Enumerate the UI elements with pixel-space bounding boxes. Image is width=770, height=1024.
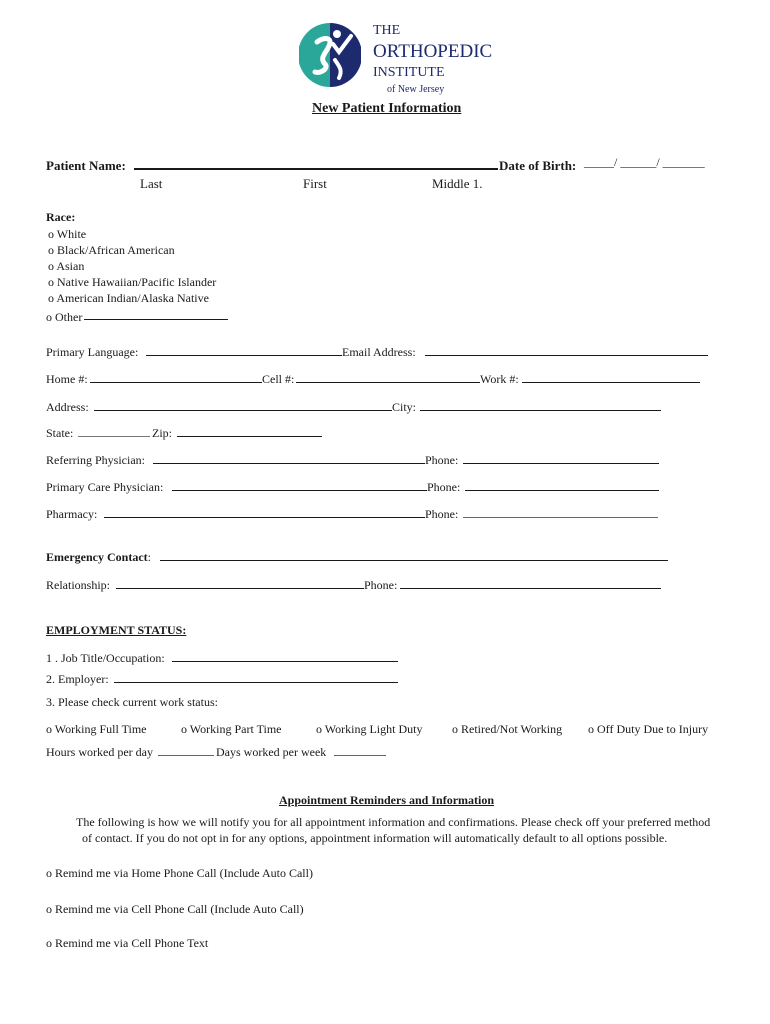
logo-line-the: THE [373,23,401,38]
primary-language-label: Primary Language: [46,345,139,359]
dob-field[interactable]: _____/ ______/ _______ [584,155,705,169]
pharmacy-field[interactable] [104,517,425,518]
emergency-contact-label [46,550,151,565]
address-label: Address: [46,400,89,414]
city-label: City: [392,400,417,414]
cell-phone-field[interactable] [296,382,480,383]
status-full-time[interactable]: o Working Full Time [46,722,147,736]
race-option-black[interactable]: o Black/African American [48,243,175,257]
status-part-time[interactable]: o Working Part Time [181,722,282,736]
patient-name-label: Patient Name: [46,158,126,173]
remind-cell-call[interactable]: o Remind me via Cell Phone Call (Include Auto Call) [46,902,304,916]
employment-heading: EMPLOYMENT STATUS: [46,623,187,637]
primary-care-phone-field[interactable] [465,490,659,491]
relationship-label: Relationship: [46,578,110,592]
work-status-label: 3. Please check current work status: [46,695,218,709]
primary-care-field[interactable] [172,490,427,491]
zip-label: Zip: [152,426,172,440]
runner-logo-icon [299,22,361,88]
hours-per-day-field[interactable] [158,755,214,756]
referring-physician-label: Referring Physician: [46,453,145,467]
home-phone-label: Home #: [46,372,88,386]
pharmacy-phone-field[interactable] [463,517,658,518]
work-phone-label: Work #: [480,372,519,386]
race-option-other[interactable]: o Other [46,310,83,324]
zip-field[interactable] [177,436,322,437]
city-field[interactable] [420,410,661,411]
job-title-field[interactable] [172,661,398,662]
emergency-contact-text: Emergency Contact [46,550,148,564]
patient-name-field[interactable] [134,168,498,170]
logo-line-institute: INSTITUTE [373,65,445,80]
primary-care-label: Primary Care Physician: [46,480,164,494]
race-option-american-indian[interactable]: o American Indian/Alaska Native [48,291,209,305]
emergency-colon: : [147,550,151,564]
email-field[interactable] [425,355,708,356]
logo-line-nj: of New Jersey [387,84,445,95]
cell-phone-label: Cell #: [262,372,295,386]
race-option-white[interactable]: o White [48,227,87,241]
relationship-phone-label: Phone: [364,578,398,592]
remind-cell-text[interactable]: o Remind me via Cell Phone Text [46,936,209,950]
home-phone-field[interactable] [90,382,262,383]
referring-phone-field[interactable] [463,463,659,464]
form-title: New Patient Information [312,101,462,116]
work-phone-field[interactable] [522,382,700,383]
emergency-contact-field[interactable] [160,560,668,561]
state-label: State: [46,426,74,440]
address-field[interactable] [94,410,392,411]
remind-home-call[interactable]: o Remind me via Home Phone Call (Include Auto Call) [46,866,313,880]
relationship-phone-field[interactable] [400,588,661,589]
employer-field[interactable] [114,682,398,683]
dob-label: Date of Birth: [499,158,577,173]
relationship-field[interactable] [116,588,364,589]
sub-first: First [303,176,327,191]
race-option-asian[interactable]: o Asian [48,259,85,273]
email-label: Email Address: [342,345,416,359]
appointment-paragraph: The following is how we will notify you for all appointment information and confirmations. Please check off your preferred method of contact. If you do not opt in for any options, appointment information will automatically default to all options possible. [76,815,711,845]
state-field[interactable] [78,436,150,437]
pharmacy-label: Pharmacy: [46,507,98,521]
days-per-week-label: Days worked per week [216,745,327,759]
referring-phone-label: Phone: [425,453,459,467]
primary-care-phone-label: Phone: [427,480,461,494]
employer-label: 2. Employer: [46,672,109,686]
status-retired[interactable]: o Retired/Not Working [452,722,563,736]
status-off-duty[interactable]: o Off Duty Due to Injury [588,722,709,736]
race-other-field[interactable] [84,319,228,320]
pharmacy-phone-label: Phone: [425,507,459,521]
appointment-heading: Appointment Reminders and Information [279,793,495,807]
sub-last: Last [140,176,163,191]
hours-per-day-label: Hours worked per day [46,745,153,759]
referring-physician-field[interactable] [153,463,425,464]
race-option-hawaiian[interactable]: o Native Hawaiian/Pacific Islander [48,275,217,289]
institute-logo [299,22,361,88]
sub-middle: Middle 1. [432,176,483,191]
race-label: Race: [46,210,76,224]
primary-language-field[interactable] [146,355,342,356]
job-title-label: 1 . Job Title/Occupation: [46,651,165,665]
status-light-duty[interactable]: o Working Light Duty [316,722,423,736]
days-per-week-field[interactable] [334,755,386,756]
logo-line-orthopedic: ORTHOPEDIC [373,41,493,62]
